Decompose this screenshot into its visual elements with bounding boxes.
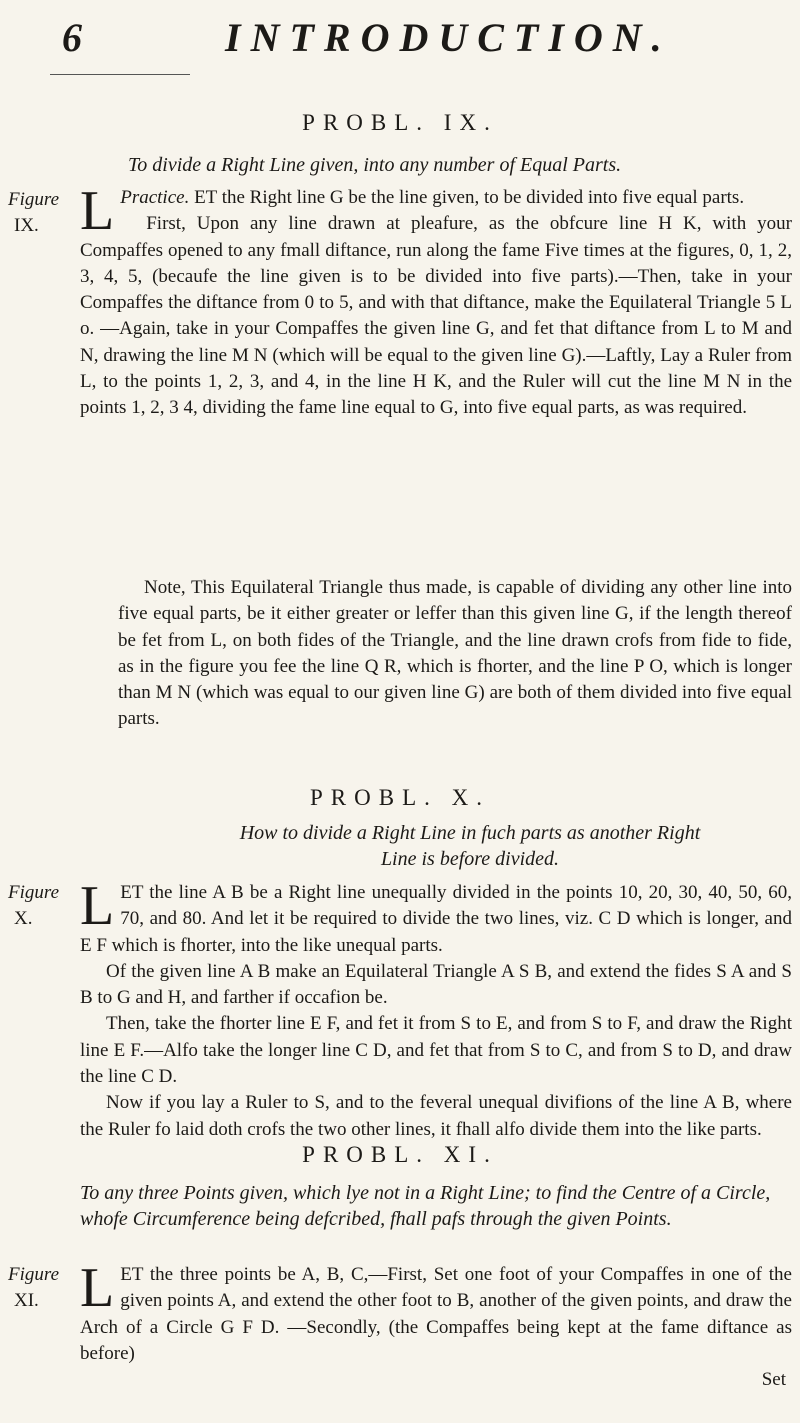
problem-title: PROBL. XI. [302,1142,498,1167]
figure-label: Figure X. [8,882,60,929]
page-header [0,14,800,74]
paragraph: Now if you lay a Ruler to S, and to the feveral unequal divifions of the line A B, where the Ruler fo laid doth crofs the two other lines, it fhall alfo divide them into the like parts. [80,1092,792,1140]
problem-subtitle: How to divide a Right Line in fuch parts as another Right Line is before divided. [239,822,701,870]
drop-cap: L [80,1257,115,1319]
problem-title: PROBL. X. [310,785,490,810]
problem-body [80,1257,792,1393]
problem-body [80,180,792,422]
header-rule [50,74,190,75]
drop-cap: L [80,180,115,242]
problem-body [80,875,792,1143]
lead-word: Practice. [120,187,190,208]
page-number: 6 [62,15,82,60]
paragraph: Then, take the fhorter line E F, and fet it from S to E, and from S to F, and draw the Right line E F.—Alfo take the longer line C D, and fet that from S to C, and from S to D, and draw the line C D. [80,1013,792,1088]
catchword: Set [761,1369,786,1391]
figure-label: Figure IX. [8,189,60,236]
figure-label: Figure XI. [8,1264,60,1311]
paragraph: L ET the line A B be a Right line unequally divided in the points 10, 20, 30, 40, 50, 60, 70, and 80. And let it be required to divide the two lines, viz. C D which is longer, and E F which is fhorter, into the like unequal parts. [80,875,792,956]
problem-subtitle: To any three Points given, which lye not in a Right Line; to find the Centre of a Circle, whofe Circumference being defcribed, fhall pafs through the given Points. [80,1182,771,1230]
problem-subtitle: To divide a Right Line given, into any number of Equal Parts. [128,154,622,176]
paragraph: First, Upon any line drawn at pleafure, as the obfcure line H K, with your Compaffes opened to any fmall diftance, run along the fame Five times at the figures, 0, 1, 2, 3, 4, 5, (becaufe the line given is to be divided into five parts).—Then, take in your Compaffes the diftance from 0 to 5, and with that diftance, make the Equilateral Triangle 5 L o. —Again, take in your Compaffes the given line G, and fet that diftance from L to M and N, drawing the line M N (which will be equal to the given line G).—Laftly, Lay a Ruler from L, to the points 1, 2, 3, and 4, in the line H K, and the Ruler will cut the line M N in the points 1, 2, 3 4, dividing the fame line equal to G, into five equal parts, as was required. [80,213,792,419]
paragraph: Note, This Equilateral Triangle thus made, is capable of dividing any other line into five equal parts, be it either greater or leffer than this given line G, if the length thereof be fet from L, on both fides of the Triangle, and the line drawn crofs from fide to fide, as in the figure you fee the line Q R, which is fhorter, and the line P O, which is longer than M N (which was equal to our given line G) are both of them divided into five equal parts. [118,577,792,730]
paragraph: Of the given line A B make an Equilateral Triangle A S B, and extend the fides S A and S B to G and H, and farther if occafion be. [80,960,792,1009]
paragraph: L ET the three points be A, B, C,—First, Set one foot of your Compaffes in one of the given points A, and extend the other foot to B, another of the given points, and draw the Arch of a Circle G F D. —Secondly, (the Compaffes being kept at the fame diftance as before) [80,1257,792,1364]
running-head: INTRODUCTION. [225,15,672,60]
problem-title: PROBL. IX. [302,110,498,135]
paragraph: Practice. L ET the Right line G be the line given, to be divided into five equal parts. [80,180,745,242]
note-body [118,575,792,733]
drop-cap: L [80,875,115,937]
